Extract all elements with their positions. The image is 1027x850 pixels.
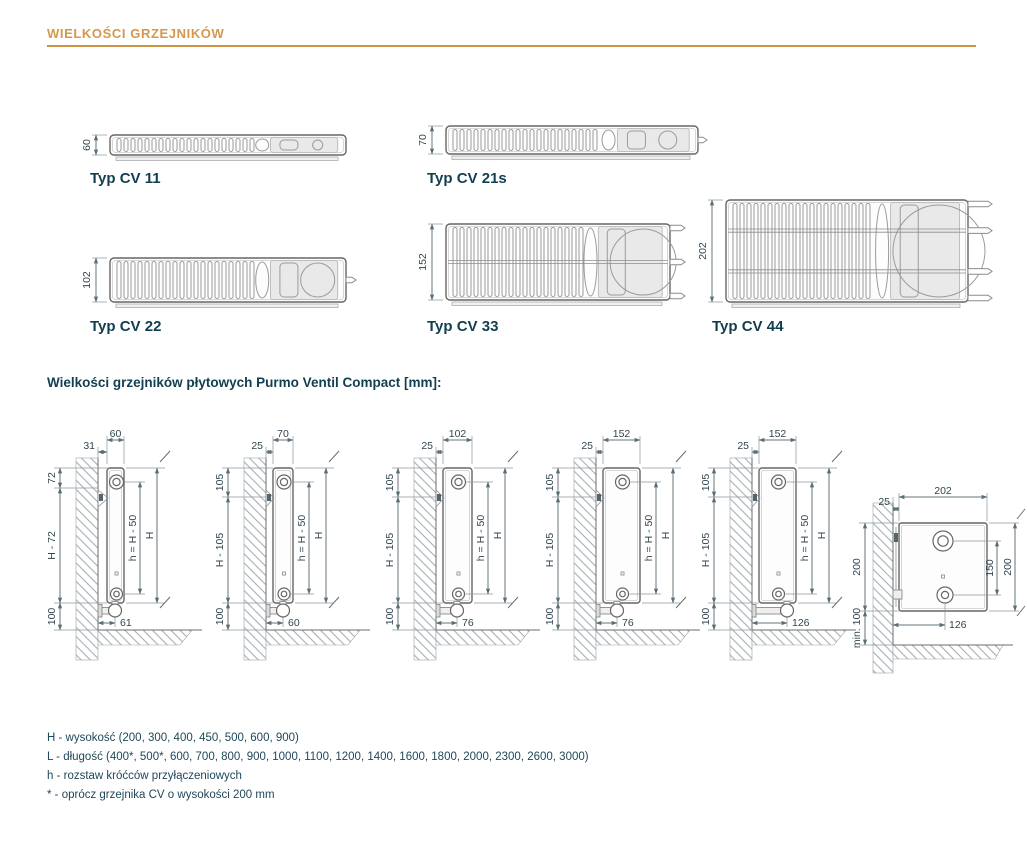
legend-line-note: * - oprócz grzejnika CV o wysokości 200 mm — [47, 789, 275, 801]
pipe-stub — [670, 293, 685, 299]
dim-label: 70 — [417, 134, 429, 146]
dim-label: 105 — [214, 473, 226, 492]
dim-label: 100 — [700, 607, 712, 626]
base-strip — [116, 157, 338, 161]
legend-line-height: H - wysokość (200, 300, 400, 450, 500, 600, 900) — [47, 732, 299, 744]
type-label-cv33: Typ CV 33 — [427, 318, 499, 335]
end-section — [598, 227, 662, 298]
mount-drawing — [214, 424, 394, 674]
dim-label: 152 — [417, 253, 429, 271]
wall-hatch — [873, 503, 893, 673]
profile-drawing — [82, 127, 382, 167]
floor-hatch — [752, 630, 846, 645]
radiator-body — [446, 126, 707, 160]
radiator-body — [98, 468, 124, 617]
dim-label: 102 — [448, 428, 467, 440]
bracket — [597, 494, 601, 501]
mount-drawing — [384, 424, 564, 674]
radiator-body — [266, 468, 293, 617]
height-dimension — [417, 126, 443, 154]
dim-label: 152 — [768, 428, 787, 440]
radiator-body — [446, 224, 685, 306]
base-strip — [452, 302, 662, 306]
dim-label: 25 — [421, 440, 433, 452]
dim-label: 60 — [109, 428, 122, 440]
pipe-stub — [346, 277, 356, 283]
type-label-cv44: Typ CV 44 — [712, 318, 784, 335]
dim-label: 25 — [251, 440, 263, 452]
dim-label: H - 105 — [214, 532, 226, 568]
radiator-profile-cv21s — [418, 118, 728, 166]
height-dimension — [417, 224, 443, 300]
valve — [109, 604, 122, 617]
dim-label: 60 — [288, 617, 300, 629]
dim-label: 202 — [697, 242, 709, 260]
dim-label: 70 — [277, 428, 289, 440]
pipe-stub — [968, 295, 992, 301]
radiator-profile-cv11 — [82, 127, 382, 167]
type-label-cv22: Typ CV 22 — [90, 318, 162, 335]
dim-label: 100 — [214, 607, 226, 626]
pipe-stub — [968, 269, 992, 275]
dim-label: h = H - 50 — [643, 514, 655, 562]
type-label-cv11: Typ CV 11 — [90, 170, 161, 187]
radiator-profile-cv22 — [82, 250, 382, 314]
radiator-section — [893, 523, 987, 611]
dim-label: 76 — [462, 617, 474, 629]
type-label-cv21s: Typ CV 21s — [427, 170, 507, 187]
base-strip — [732, 304, 960, 308]
pipe-stub — [670, 259, 685, 265]
valve — [781, 604, 794, 617]
dim-label: 126 — [792, 617, 810, 629]
dim-label: 76 — [622, 617, 634, 629]
dim-label: 100 — [384, 607, 396, 626]
bracket — [753, 494, 757, 501]
pipe-stub — [968, 201, 992, 207]
mount-diagram-cv21s — [214, 424, 394, 674]
dim-label: 200 — [1002, 558, 1014, 576]
radiator-profile-cv33 — [418, 216, 718, 316]
height-dimension — [697, 200, 723, 302]
base-strip — [116, 304, 338, 308]
radiator-body — [110, 258, 356, 308]
floor-hatch — [596, 630, 690, 645]
section-heading: Wielkości grzejników płytowych Purmo Ventil Compact [mm]: — [47, 375, 442, 390]
dim-label: 25 — [878, 496, 890, 508]
dim-label: 202 — [934, 485, 952, 497]
mount-diagram-cv22 — [384, 424, 564, 674]
dim-label: 31 — [83, 440, 95, 452]
valve — [611, 604, 624, 617]
dim-label: 105 — [384, 473, 396, 492]
floor-hatch — [436, 630, 530, 645]
legend — [47, 729, 589, 805]
dim-label: 25 — [581, 440, 593, 452]
mount-diagram-cv11 — [46, 424, 226, 674]
dim-label: h = H - 50 — [296, 514, 308, 562]
radiator-body — [110, 135, 346, 161]
radiator-profile-cv44 — [698, 192, 1010, 318]
dim-label: 150 — [984, 559, 996, 577]
page-title: WIELKOŚCI GRZEJNIKÓW — [47, 26, 225, 41]
dim-label: H — [492, 531, 504, 540]
dim-label: 105 — [700, 473, 712, 492]
radiator-body — [436, 468, 472, 617]
dim-label: 102 — [81, 271, 93, 289]
detail-drawing — [853, 477, 1027, 687]
dim-label: 60 — [81, 139, 93, 151]
height-dimension — [81, 135, 107, 155]
dim-label: 72 — [46, 472, 58, 484]
bracket — [99, 494, 103, 501]
profile-drawing — [82, 250, 382, 314]
dim-label: min. 100 — [851, 607, 863, 649]
dim-label: 126 — [949, 619, 967, 631]
dim-label: 25 — [737, 440, 749, 452]
dim-label: h = H - 50 — [799, 514, 811, 562]
title-rule — [47, 45, 976, 47]
dim-label: H - 105 — [384, 532, 396, 568]
floor-hatch — [98, 630, 192, 645]
dim-label: 200 — [851, 558, 863, 576]
bracket — [437, 494, 441, 501]
profile-drawing — [418, 216, 718, 316]
dim-label: h = H - 50 — [475, 514, 487, 562]
dim-label: H — [660, 531, 672, 540]
valve — [277, 604, 290, 617]
profile-drawing — [418, 118, 728, 166]
dim-label: H — [144, 531, 156, 540]
radiator-body — [596, 468, 640, 617]
legend-line-spacing: h - rozstaw króćców przyłączeniowych — [47, 770, 242, 782]
floor-hatch — [893, 645, 1003, 659]
dim-label: H - 105 — [700, 532, 712, 568]
mount-detail-diagram — [853, 477, 1027, 687]
dim-label: 152 — [612, 428, 631, 440]
dim-label: 100 — [46, 607, 58, 626]
mount-diagram-cv33 — [544, 424, 724, 674]
dim-label: 61 — [120, 617, 132, 629]
dim-label: h = H - 50 — [127, 514, 139, 562]
dim-label: H - 105 — [544, 532, 556, 568]
mount-drawing — [544, 424, 724, 674]
height-dimension — [81, 258, 107, 302]
end-section — [270, 138, 337, 153]
end-section — [891, 203, 960, 300]
dim-label: 105 — [544, 473, 556, 492]
profile-drawing — [698, 192, 1010, 318]
base-strip — [452, 156, 690, 160]
dim-label: H — [816, 531, 828, 540]
dim-label: H - 72 — [46, 531, 58, 560]
pipe-stub — [698, 137, 707, 143]
pipe-stub — [670, 225, 685, 231]
floor-hatch — [266, 630, 360, 645]
pipe-stub — [968, 228, 992, 234]
bracket — [267, 494, 271, 501]
valve — [451, 604, 464, 617]
mount-drawing — [46, 424, 226, 674]
dim-label: 100 — [544, 607, 556, 626]
radiator-body — [752, 468, 796, 617]
radiator-body — [726, 200, 992, 308]
dim-label: H — [313, 531, 325, 540]
legend-line-length: L - długość (400*, 500*, 600, 700, 800, 900, 1000, 1100, 1200, 1400, 1600, 1800, 2000, 2300, 2600, 3000) — [47, 751, 589, 763]
